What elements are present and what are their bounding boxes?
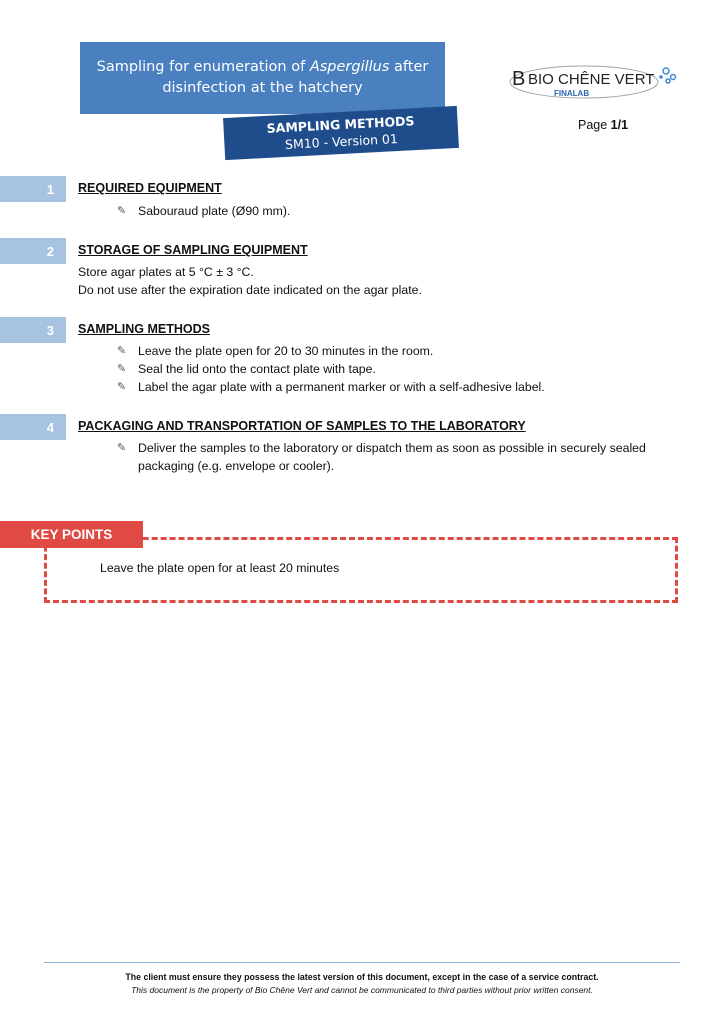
section-number-1: 1 [0, 176, 66, 202]
svg-text:B: B [512, 68, 526, 90]
list-item: ✎ Sabouraud plate (Ø90 mm). [117, 204, 291, 218]
key-points-text: Leave the plate open for at least 20 minutes [100, 561, 340, 575]
page-number: Page 1/1 [578, 118, 629, 132]
list-item: ✎ Leave the plate open for 20 to 30 minutes in the room. [117, 344, 434, 358]
pen-icon: ✎ [117, 205, 127, 217]
footer-property-notice: This document is the property of Bio Chêne Vert and cannot be communicated to third parties without prior written consent. [131, 985, 593, 995]
section-number-3: 3 [0, 317, 66, 343]
method-banner [223, 106, 459, 160]
list-item: ✎ Label the agar plate with a permanent marker or with a self-adhesive label. [117, 380, 545, 394]
storage-text-2: Do not use after the expiration date indicated on the agar plate. [78, 283, 422, 297]
document-title-line2: disinfection at the hatchery [162, 80, 363, 96]
section-title-4: PACKAGING AND TRANSPORTATION OF SAMPLES TO THE LABORATORY [78, 419, 526, 433]
section-title-1: REQUIRED EQUIPMENT [78, 181, 222, 195]
footer-notice: The client must ensure they possess the latest version of this document, except in the case of a service contract. [125, 972, 599, 982]
storage-text-1: Store agar plates at 5 °C ± 3 °C. [78, 265, 254, 279]
section-number-4: 4 [0, 414, 66, 440]
section-title-2: STORAGE OF SAMPLING EQUIPMENT [78, 243, 308, 257]
method-title: SAMPLING METHODS [266, 113, 415, 136]
document-title-line1: Sampling for enumeration of Aspergillus after [96, 59, 429, 75]
list-item: ✎ Seal the lid onto the contact plate with tape. [117, 362, 376, 376]
list-item: ✎ Deliver the samples to the laboratory or dispatch them as soon as possible in securely sealed packaging (e.g. envelope or cooler). [117, 441, 646, 473]
section-title-3: SAMPLING METHODS [78, 322, 210, 336]
logo-sub-text: FINALAB [554, 89, 590, 98]
logo-main-text: BIO CHÊNE VERT [528, 71, 655, 88]
section-number-2: 2 [0, 238, 66, 264]
pen-icon: ✎ [117, 381, 127, 393]
pen-icon: ✎ [117, 345, 127, 357]
method-version: SM10 - Version 01 [284, 131, 399, 152]
pen-icon: ✎ [117, 442, 127, 454]
bio-chene-vert-logo [508, 55, 680, 105]
pen-icon: ✎ [117, 363, 127, 375]
footer-divider [44, 962, 680, 963]
key-points-label: KEY POINTS [0, 521, 143, 548]
document-title-box [80, 42, 445, 114]
